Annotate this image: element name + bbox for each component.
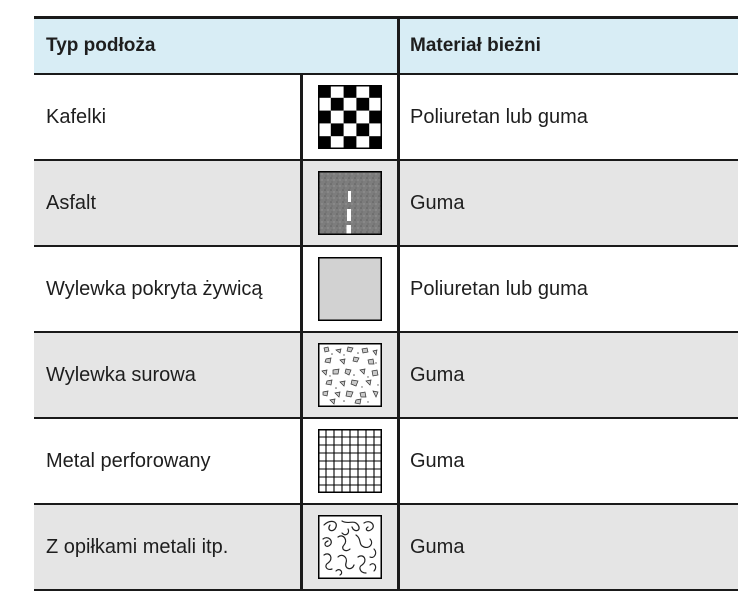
pattern-cell: [300, 75, 397, 159]
tread-material: Poliuretan lub guma: [397, 75, 738, 159]
pattern-cell: [300, 505, 397, 589]
table-row: [34, 505, 738, 591]
table-header-row: [34, 16, 738, 75]
header-surface-type: Typ podłoża: [46, 35, 156, 56]
rough-concrete-icon: [318, 343, 382, 407]
asphalt-road-icon: [318, 171, 382, 235]
pattern-cell: [300, 333, 397, 417]
table-row: [34, 419, 738, 505]
grid-mesh-icon: [318, 429, 382, 493]
table-row: [34, 247, 738, 333]
tread-material: Guma: [397, 505, 738, 589]
surface-material-table: [34, 16, 738, 591]
surface-name: Asfalt: [46, 191, 97, 214]
surface-name: Metal perforowany: [46, 449, 211, 472]
surface-name: Z opiłkami metali itp.: [46, 535, 229, 558]
table-row: [34, 161, 738, 247]
table-row: [34, 75, 738, 161]
surface-name: Kafelki: [46, 105, 107, 128]
smooth-resin-icon: [318, 257, 382, 321]
checkerboard-icon: [318, 85, 382, 149]
pattern-cell: [300, 419, 397, 503]
table-row: [34, 333, 738, 419]
pattern-cell: [300, 247, 397, 331]
surface-name: Wylewka pokryta żywicą: [46, 277, 263, 300]
header-tread-material: Materiał bieżni: [397, 19, 738, 73]
tread-material: Guma: [397, 161, 738, 245]
tread-material: Guma: [397, 419, 738, 503]
pattern-cell: [300, 161, 397, 245]
tread-material: Poliuretan lub guma: [397, 247, 738, 331]
tread-material: Guma: [397, 333, 738, 417]
metal-shavings-icon: [318, 515, 382, 579]
surface-name: Wylewka surowa: [46, 363, 196, 386]
